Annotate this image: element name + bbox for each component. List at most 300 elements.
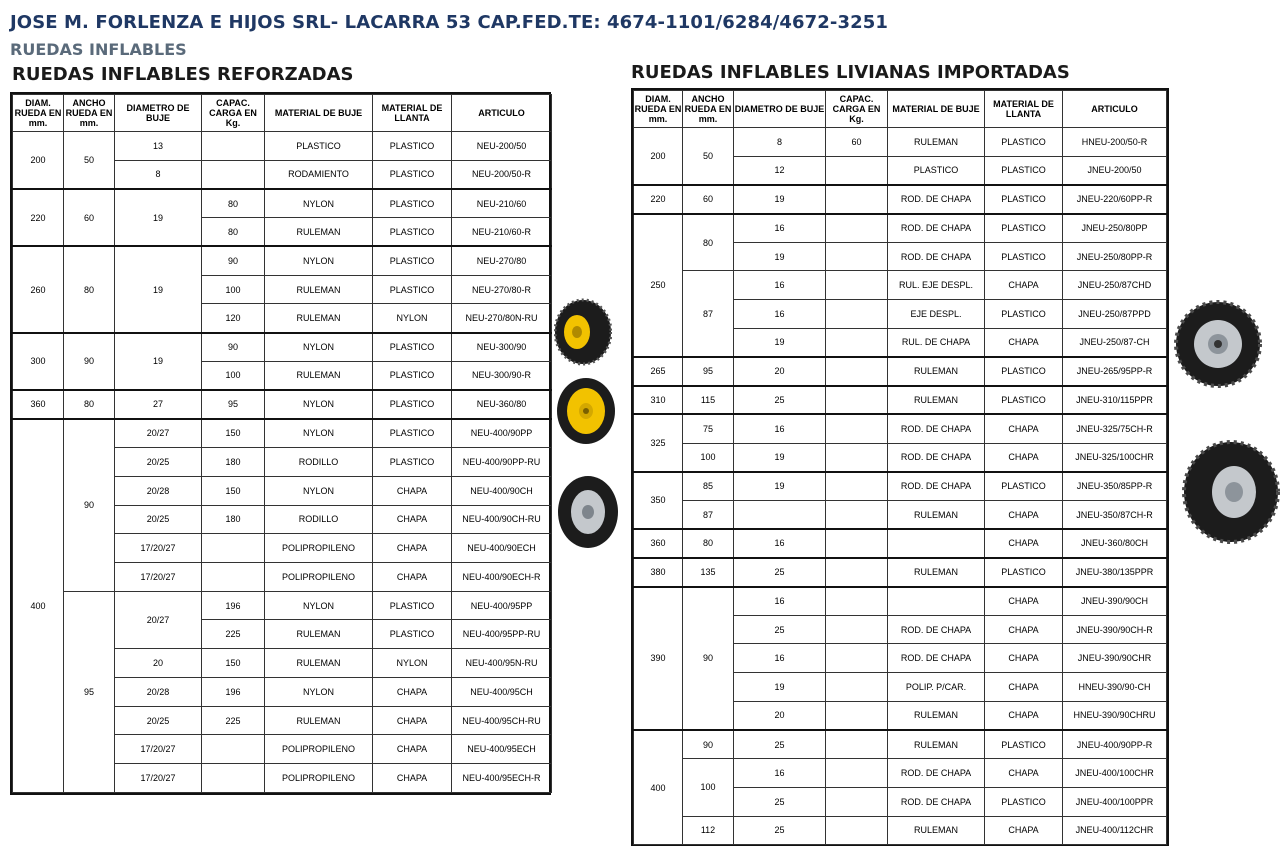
table-row xyxy=(634,128,1167,157)
carga-cell: 150 xyxy=(202,649,265,678)
buje-cell: 19 xyxy=(115,189,202,246)
material-buje-cell: POLIPROPILENO xyxy=(265,735,373,764)
material-buje-cell: ROD. DE CHAPA xyxy=(888,759,985,788)
buje-cell xyxy=(734,500,826,529)
buje-cell: 19 xyxy=(734,673,826,702)
buje-cell: 25 xyxy=(734,730,826,759)
buje-cell: 20 xyxy=(734,701,826,730)
diam-cell: 250 xyxy=(634,214,683,357)
llanta-cell: CHAPA xyxy=(373,505,452,534)
table-row xyxy=(13,390,552,419)
llanta-cell: PLASTICO xyxy=(985,357,1063,386)
llanta-cell: PLASTICO xyxy=(985,787,1063,816)
carga-cell: 150 xyxy=(202,476,265,505)
carga-cell xyxy=(826,214,888,243)
llanta-cell: PLASTICO xyxy=(985,156,1063,185)
material-buje-cell: RULEMAN xyxy=(265,361,373,390)
table-row xyxy=(634,271,1167,300)
articulo-cell: JNEU-250/80PP xyxy=(1063,214,1167,243)
carga-cell xyxy=(826,472,888,501)
carga-cell: 100 xyxy=(202,361,265,390)
carga-cell: 225 xyxy=(202,620,265,649)
material-buje-cell: RULEMAN xyxy=(888,701,985,730)
material-buje-cell: ROD. DE CHAPA xyxy=(888,414,985,443)
carga-cell xyxy=(826,730,888,759)
col-buje-header: DIAMETRO DE BUJE xyxy=(115,95,202,132)
articulo-cell: NEU-400/95CH-RU xyxy=(452,706,552,735)
llanta-cell: CHAPA xyxy=(985,500,1063,529)
diam-cell: 200 xyxy=(634,128,683,185)
material-buje-cell xyxy=(888,587,985,616)
articulo-cell: JNEU-250/87PPD xyxy=(1063,300,1167,329)
table-row xyxy=(13,333,552,362)
ancho-cell: 90 xyxy=(683,587,734,730)
buje-cell: 17/20/27 xyxy=(115,563,202,592)
llanta-cell: CHAPA xyxy=(985,759,1063,788)
col-material-buje-header: MATERIAL DE BUJE xyxy=(265,95,373,132)
company-header: JOSE M. FORLENZA E HIJOS SRL- LACARRA 53 CAP.FED.TE: 4674-1101/6284/4672-3251 xyxy=(10,12,888,33)
material-buje-cell: RULEMAN xyxy=(265,706,373,735)
llanta-cell: PLASTICO xyxy=(985,128,1063,157)
carga-cell xyxy=(826,587,888,616)
carga-cell: 90 xyxy=(202,333,265,362)
articulo-cell: NEU-200/50 xyxy=(452,132,552,161)
articulo-cell: NEU-300/90 xyxy=(452,333,552,362)
llanta-cell: CHAPA xyxy=(985,701,1063,730)
buje-cell: 20/27 xyxy=(115,419,202,448)
buje-cell: 27 xyxy=(115,390,202,419)
buje-cell: 20/25 xyxy=(115,505,202,534)
diam-cell: 260 xyxy=(13,246,64,332)
articulo-cell: NEU-400/90CH-RU xyxy=(452,505,552,534)
material-buje-cell: POLIP. P/CAR. xyxy=(888,673,985,702)
llanta-cell: PLASTICO xyxy=(985,214,1063,243)
carga-cell xyxy=(826,386,888,415)
articulo-cell: JNEU-360/80CH xyxy=(1063,529,1167,558)
ancho-cell: 100 xyxy=(683,443,734,472)
ancho-cell: 90 xyxy=(64,419,115,591)
buje-cell: 16 xyxy=(734,587,826,616)
llanta-cell: PLASTICO xyxy=(985,300,1063,329)
material-buje-cell: POLIPROPILENO xyxy=(265,563,373,592)
llanta-cell: CHAPA xyxy=(985,587,1063,616)
material-buje-cell: RULEMAN xyxy=(888,128,985,157)
buje-cell: 20 xyxy=(115,649,202,678)
table-row xyxy=(634,529,1167,558)
material-buje-cell: RUL. DE CHAPA xyxy=(888,328,985,357)
material-buje-cell: NYLON xyxy=(265,246,373,275)
steel-rim-wheel-icon xyxy=(1182,440,1280,544)
material-buje-cell: ROD. DE CHAPA xyxy=(888,787,985,816)
material-buje-cell: NYLON xyxy=(265,333,373,362)
llanta-cell: CHAPA xyxy=(985,328,1063,357)
table-row xyxy=(634,816,1167,845)
carga-cell: 95 xyxy=(202,390,265,419)
llanta-cell: CHAPA xyxy=(985,615,1063,644)
table-row xyxy=(634,730,1167,759)
table-row xyxy=(634,214,1167,243)
col-diam-header: DIAM. RUEDA EN mm. xyxy=(13,95,64,132)
articulo-cell: NEU-400/95PP-RU xyxy=(452,620,552,649)
buje-cell: 19 xyxy=(115,333,202,390)
articulo-cell: NEU-400/90ECH xyxy=(452,534,552,563)
llanta-cell: PLASTICO xyxy=(373,246,452,275)
buje-cell: 16 xyxy=(734,300,826,329)
buje-cell: 20/28 xyxy=(115,677,202,706)
llanta-cell: CHAPA xyxy=(985,271,1063,300)
buje-cell: 16 xyxy=(734,414,826,443)
carga-cell xyxy=(826,328,888,357)
llanta-cell: CHAPA xyxy=(373,677,452,706)
buje-cell: 16 xyxy=(734,271,826,300)
llanta-cell: PLASTICO xyxy=(373,189,452,218)
articulo-cell: JNEU-220/60PP-R xyxy=(1063,185,1167,214)
carga-cell: 100 xyxy=(202,275,265,304)
buje-cell: 17/20/27 xyxy=(115,534,202,563)
ancho-cell: 85 xyxy=(683,472,734,501)
articulo-cell: JNEU-390/90CH-R xyxy=(1063,615,1167,644)
material-buje-cell: RODAMIENTO xyxy=(265,160,373,189)
carga-cell xyxy=(826,357,888,386)
diam-cell: 220 xyxy=(13,189,64,246)
buje-cell: 19 xyxy=(734,443,826,472)
llanta-cell: PLASTICO xyxy=(373,333,452,362)
llanta-cell: CHAPA xyxy=(373,764,452,793)
material-buje-cell: RULEMAN xyxy=(265,218,373,247)
ancho-cell: 90 xyxy=(64,333,115,390)
ancho-cell: 95 xyxy=(683,357,734,386)
llanta-cell: PLASTICO xyxy=(985,386,1063,415)
llanta-cell: PLASTICO xyxy=(985,242,1063,271)
articulo-cell: JNEU-250/80PP-R xyxy=(1063,242,1167,271)
material-buje-cell: RULEMAN xyxy=(265,275,373,304)
ancho-cell: 50 xyxy=(683,128,734,185)
llanta-cell: PLASTICO xyxy=(985,185,1063,214)
llanta-cell: CHAPA xyxy=(985,644,1063,673)
ancho-cell: 80 xyxy=(64,390,115,419)
carga-cell: 80 xyxy=(202,218,265,247)
buje-cell: 16 xyxy=(734,529,826,558)
material-buje-cell: RULEMAN xyxy=(888,730,985,759)
diam-cell: 390 xyxy=(634,587,683,730)
table-row xyxy=(634,587,1167,616)
articulo-cell: JNEU-380/135PPR xyxy=(1063,558,1167,587)
ancho-cell: 80 xyxy=(683,214,734,271)
table-row xyxy=(13,132,552,161)
diam-cell: 200 xyxy=(13,132,64,189)
material-buje-cell: EJE DESPL. xyxy=(888,300,985,329)
articulo-cell: JNEU-325/75CH-R xyxy=(1063,414,1167,443)
carga-cell xyxy=(826,787,888,816)
carga-cell: 80 xyxy=(202,189,265,218)
material-buje-cell: NYLON xyxy=(265,390,373,419)
carga-cell xyxy=(826,185,888,214)
llanta-cell: CHAPA xyxy=(985,673,1063,702)
articulo-cell: NEU-400/95ECH xyxy=(452,735,552,764)
buje-cell: 19 xyxy=(115,246,202,332)
ancho-cell: 80 xyxy=(683,529,734,558)
llanta-cell: CHAPA xyxy=(985,529,1063,558)
steel-rim-wheel-icon xyxy=(1174,300,1262,388)
carga-cell xyxy=(826,300,888,329)
llanta-cell: CHAPA xyxy=(985,443,1063,472)
table-row xyxy=(13,591,552,620)
table-row xyxy=(13,189,552,218)
buje-cell: 8 xyxy=(734,128,826,157)
carga-cell: 150 xyxy=(202,419,265,448)
buje-cell: 17/20/27 xyxy=(115,764,202,793)
ancho-cell: 112 xyxy=(683,816,734,845)
material-buje-cell: RODILLO xyxy=(265,505,373,534)
buje-cell: 20/28 xyxy=(115,476,202,505)
material-buje-cell: RULEMAN xyxy=(888,386,985,415)
carga-cell xyxy=(202,735,265,764)
articulo-cell: NEU-210/60 xyxy=(452,189,552,218)
buje-cell: 8 xyxy=(115,160,202,189)
table-row xyxy=(634,386,1167,415)
material-buje-cell: RULEMAN xyxy=(888,500,985,529)
diam-cell: 400 xyxy=(13,419,64,793)
llanta-cell: CHAPA xyxy=(373,706,452,735)
material-buje-cell: PLASTICO xyxy=(265,132,373,161)
llanta-cell: PLASTICO xyxy=(373,419,452,448)
articulo-cell: HNEU-200/50-R xyxy=(1063,128,1167,157)
carga-cell xyxy=(202,132,265,161)
articulo-cell: JNEU-350/85PP-R xyxy=(1063,472,1167,501)
llanta-cell: PLASTICO xyxy=(373,591,452,620)
table-row xyxy=(634,357,1167,386)
diam-cell: 310 xyxy=(634,386,683,415)
articulo-cell: NEU-360/80 xyxy=(452,390,552,419)
col-articulo-header: ARTICULO xyxy=(1063,91,1167,128)
articulo-cell: JNEU-390/90CHR xyxy=(1063,644,1167,673)
diam-cell: 360 xyxy=(634,529,683,558)
articulo-cell: JNEU-200/50 xyxy=(1063,156,1167,185)
llanta-cell: CHAPA xyxy=(373,735,452,764)
llanta-cell: PLASTICO xyxy=(373,218,452,247)
col-buje-header: DIAMETRO DE BUJE xyxy=(734,91,826,128)
carga-cell: 180 xyxy=(202,505,265,534)
llanta-cell: CHAPA xyxy=(373,476,452,505)
llanta-cell: NYLON xyxy=(373,304,452,333)
articulo-cell: JNEU-400/112CHR xyxy=(1063,816,1167,845)
table-row xyxy=(634,443,1167,472)
buje-cell: 17/20/27 xyxy=(115,735,202,764)
articulo-cell: NEU-270/80 xyxy=(452,246,552,275)
material-buje-cell: RULEMAN xyxy=(265,649,373,678)
llanta-cell: CHAPA xyxy=(985,816,1063,845)
articulo-cell: NEU-400/90CH xyxy=(452,476,552,505)
material-buje-cell: RULEMAN xyxy=(888,357,985,386)
material-buje-cell xyxy=(888,529,985,558)
yellow-rim-wheel-icon xyxy=(554,298,612,366)
buje-cell: 20/27 xyxy=(115,591,202,648)
articulo-cell: NEU-300/90-R xyxy=(452,361,552,390)
material-buje-cell: ROD. DE CHAPA xyxy=(888,185,985,214)
material-buje-cell: PLASTICO xyxy=(888,156,985,185)
llanta-cell: CHAPA xyxy=(373,534,452,563)
carga-cell xyxy=(202,563,265,592)
carga-cell xyxy=(826,500,888,529)
llanta-cell: PLASTICO xyxy=(985,472,1063,501)
articulo-cell: NEU-400/90PP-RU xyxy=(452,448,552,477)
articulo-cell: HNEU-390/90CHRU xyxy=(1063,701,1167,730)
right-price-table xyxy=(631,88,1169,846)
diam-cell: 325 xyxy=(634,414,683,471)
buje-cell: 20 xyxy=(734,357,826,386)
carga-cell xyxy=(202,160,265,189)
buje-cell: 25 xyxy=(734,558,826,587)
llanta-cell: PLASTICO xyxy=(373,448,452,477)
buje-cell: 25 xyxy=(734,615,826,644)
steel-rim-wheel-icon xyxy=(557,474,619,550)
articulo-cell: JNEU-390/90CH xyxy=(1063,587,1167,616)
carga-cell xyxy=(826,271,888,300)
articulo-cell: JNEU-400/100PPR xyxy=(1063,787,1167,816)
articulo-cell: NEU-400/90PP xyxy=(452,419,552,448)
ancho-cell: 87 xyxy=(683,500,734,529)
material-buje-cell: ROD. DE CHAPA xyxy=(888,214,985,243)
buje-cell: 19 xyxy=(734,242,826,271)
col-ancho-header: ANCHO RUEDA EN mm. xyxy=(64,95,115,132)
articulo-cell: JNEU-400/90PP-R xyxy=(1063,730,1167,759)
left-price-table xyxy=(10,92,551,795)
carga-cell: 180 xyxy=(202,448,265,477)
llanta-cell: PLASTICO xyxy=(373,361,452,390)
buje-cell: 12 xyxy=(734,156,826,185)
carga-cell: 120 xyxy=(202,304,265,333)
carga-cell xyxy=(826,558,888,587)
ancho-cell: 87 xyxy=(683,271,734,357)
articulo-cell: NEU-210/60-R xyxy=(452,218,552,247)
table-row xyxy=(13,419,552,448)
table-row xyxy=(634,759,1167,788)
articulo-cell: JNEU-350/87CH-R xyxy=(1063,500,1167,529)
material-buje-cell: ROD. DE CHAPA xyxy=(888,615,985,644)
material-buje-cell: ROD. DE CHAPA xyxy=(888,644,985,673)
table-row xyxy=(634,558,1167,587)
carga-cell: 60 xyxy=(826,128,888,157)
ancho-cell: 95 xyxy=(64,591,115,792)
material-buje-cell: RULEMAN xyxy=(888,816,985,845)
diam-cell: 380 xyxy=(634,558,683,587)
articulo-cell: NEU-400/95ECH-R xyxy=(452,764,552,793)
table-row xyxy=(13,246,552,275)
llanta-cell: PLASTICO xyxy=(985,558,1063,587)
carga-cell xyxy=(826,443,888,472)
articulo-cell: JNEU-265/95PP-R xyxy=(1063,357,1167,386)
carga-cell: 196 xyxy=(202,591,265,620)
articulo-cell: JNEU-310/115PPR xyxy=(1063,386,1167,415)
carga-cell xyxy=(826,529,888,558)
carga-cell xyxy=(826,759,888,788)
table-row xyxy=(634,185,1167,214)
col-carga-header: CAPAC. CARGA EN Kg. xyxy=(202,95,265,132)
material-buje-cell: RULEMAN xyxy=(265,620,373,649)
material-buje-cell: NYLON xyxy=(265,476,373,505)
carga-cell xyxy=(826,701,888,730)
carga-cell xyxy=(826,644,888,673)
buje-cell: 16 xyxy=(734,759,826,788)
ancho-cell: 100 xyxy=(683,759,734,816)
carga-cell: 196 xyxy=(202,677,265,706)
articulo-cell: JNEU-400/100CHR xyxy=(1063,759,1167,788)
material-buje-cell: NYLON xyxy=(265,189,373,218)
buje-cell: 19 xyxy=(734,328,826,357)
articulo-cell: HNEU-390/90-CH xyxy=(1063,673,1167,702)
material-buje-cell: POLIPROPILENO xyxy=(265,534,373,563)
articulo-cell: NEU-200/50-R xyxy=(452,160,552,189)
diam-cell: 400 xyxy=(634,730,683,845)
carga-cell xyxy=(826,615,888,644)
llanta-cell: PLASTICO xyxy=(985,730,1063,759)
table-row xyxy=(634,414,1167,443)
buje-cell: 16 xyxy=(734,644,826,673)
material-buje-cell: RODILLO xyxy=(265,448,373,477)
carga-cell xyxy=(826,673,888,702)
carga-cell xyxy=(826,816,888,845)
material-buje-cell: ROD. DE CHAPA xyxy=(888,472,985,501)
ancho-cell: 115 xyxy=(683,386,734,415)
buje-cell: 19 xyxy=(734,185,826,214)
carga-cell xyxy=(826,242,888,271)
llanta-cell: CHAPA xyxy=(373,563,452,592)
articulo-cell: JNEU-250/87-CH xyxy=(1063,328,1167,357)
buje-cell: 13 xyxy=(115,132,202,161)
category-header: RUEDAS INFLABLES xyxy=(10,40,187,59)
diam-cell: 300 xyxy=(13,333,64,390)
ancho-cell: 135 xyxy=(683,558,734,587)
articulo-cell: JNEU-325/100CHR xyxy=(1063,443,1167,472)
buje-cell: 20/25 xyxy=(115,448,202,477)
table-row xyxy=(634,472,1167,501)
material-buje-cell: NYLON xyxy=(265,591,373,620)
material-buje-cell: NYLON xyxy=(265,419,373,448)
diam-cell: 360 xyxy=(13,390,64,419)
table-row xyxy=(634,500,1167,529)
ancho-cell: 60 xyxy=(683,185,734,214)
llanta-cell: PLASTICO xyxy=(373,160,452,189)
buje-cell: 25 xyxy=(734,386,826,415)
col-llanta-header: MATERIAL DE LLANTA xyxy=(373,95,452,132)
ancho-cell: 90 xyxy=(683,730,734,759)
diam-cell: 350 xyxy=(634,472,683,529)
buje-cell: 25 xyxy=(734,787,826,816)
material-buje-cell: RULEMAN xyxy=(265,304,373,333)
buje-cell: 25 xyxy=(734,816,826,845)
ancho-cell: 50 xyxy=(64,132,115,189)
col-articulo-header: ARTICULO xyxy=(452,95,552,132)
carga-cell: 90 xyxy=(202,246,265,275)
diam-cell: 265 xyxy=(634,357,683,386)
col-carga-header: CAPAC. CARGA EN Kg. xyxy=(826,91,888,128)
articulo-cell: JNEU-250/87CHD xyxy=(1063,271,1167,300)
articulo-cell: NEU-400/95N-RU xyxy=(452,649,552,678)
col-diam-header: DIAM. RUEDA EN mm. xyxy=(634,91,683,128)
articulo-cell: NEU-270/80N-RU xyxy=(452,304,552,333)
llanta-cell: CHAPA xyxy=(985,414,1063,443)
carga-cell xyxy=(826,414,888,443)
buje-cell: 19 xyxy=(734,472,826,501)
ancho-cell: 60 xyxy=(64,189,115,246)
material-buje-cell: NYLON xyxy=(265,677,373,706)
llanta-cell: PLASTICO xyxy=(373,132,452,161)
buje-cell: 20/25 xyxy=(115,706,202,735)
ancho-cell: 80 xyxy=(64,246,115,332)
material-buje-cell: POLIPROPILENO xyxy=(265,764,373,793)
material-buje-cell: RUL. EJE DESPL. xyxy=(888,271,985,300)
carga-cell xyxy=(202,534,265,563)
